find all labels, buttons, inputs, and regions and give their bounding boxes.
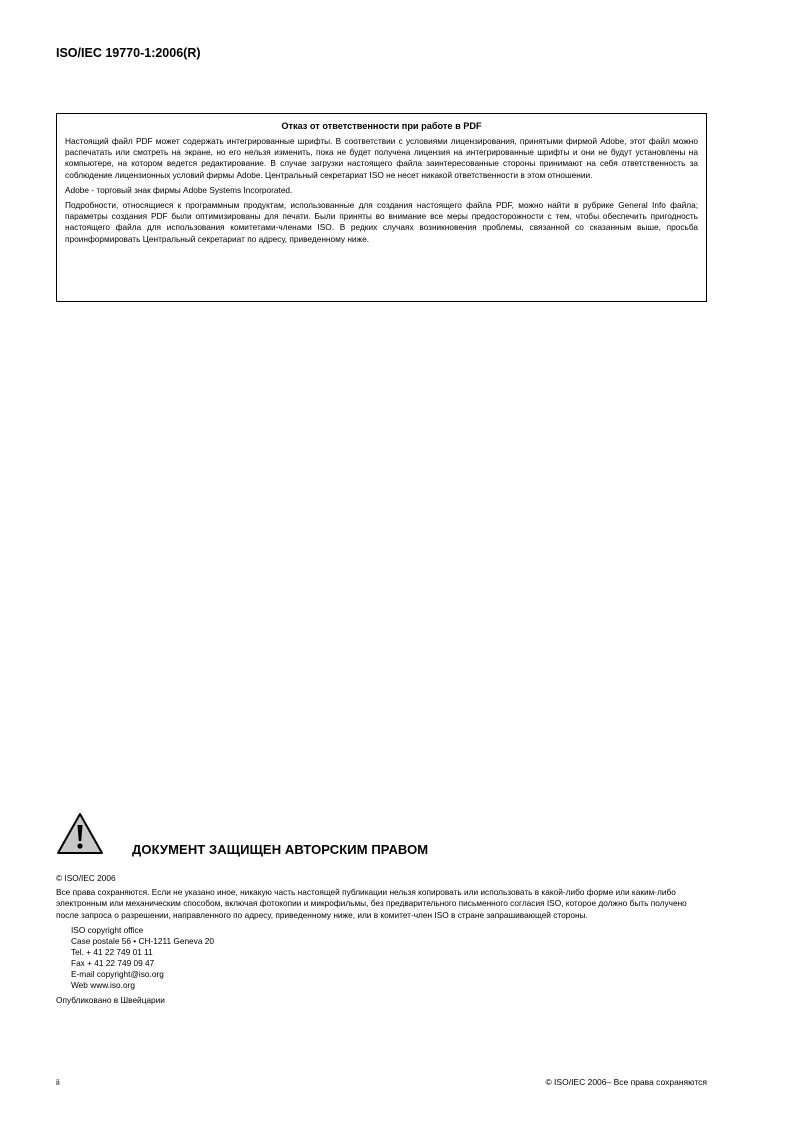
iso-address xyxy=(71,925,716,991)
address-line: ISO copyright office xyxy=(71,924,144,935)
rights-statement: Все права сохраняются. Если не указано иное, никакую часть настоящей публикации нельзя копировать или использовать в какой-либо форме или каким-либо электронным или механическим способом, включая фотокопии и микрофильмы, без предварительного письменного согласия ISO, которое должно быть получено после запроса о разрешении, направленного по адресу, приведенному ниже, или в комитет-член ISO в стране запрашивающей стороны. xyxy=(56,887,687,920)
copyright-section xyxy=(56,812,716,1006)
page-number: ii xyxy=(56,1077,60,1087)
address-line: Tel. + 41 22 749 01 11 xyxy=(71,946,153,957)
document-id: ISO/IEC 19770-1:2006(R) xyxy=(56,46,201,60)
disclaimer-paragraph: Adobe - торговый знак фирмы Adobe Systems Incorporated. xyxy=(65,184,293,195)
disclaimer-paragraph: Подробности, относящиеся к программным продуктам, использованные для создания настоящего файла PDF, можно найти в рубрике General Info файла; параметры создания PDF были оптимизированы для печати. Были приняты во внимание все меры предосторожности с тем, чтобы обеспечить пригодность настоящего файла для использования комитетами-членами ISO. В редких случаях возникновения проблемы, связанной со сказанным выше, просьба проинформировать Центральный секретариат по адресу, приведенному ниже. xyxy=(65,200,698,244)
copyright-year: © ISO/IEC 2006 xyxy=(56,873,116,883)
disclaimer-paragraph: Настоящий файл PDF может содержать интегрированные шрифты. В соответствии с условиями лицензирования, принятыми фирмой Adobe, этот файл можно распечатать или смотреть на экране, но его нельзя изменить, пока не будет получена лицензия на интегрированные шрифты и они не будут установлены на компьютере, на котором ведется редактирование. В случае загрузки настоящего файла заинтересованные стороны принимают на себя ответственность за соблюдение лицензионных условий фирмы Adobe. Центральный секретариат ISO не несет никакой ответственности в этом отношении. xyxy=(65,136,698,180)
footer-copyright: © ISO/IEC 2006– Все права сохраняются xyxy=(545,1077,707,1087)
disclaimer-title: Отказ от ответственности при работе в PDF xyxy=(281,121,482,131)
warning-triangle-icon xyxy=(56,812,104,856)
copyright-warning-header xyxy=(56,812,716,868)
address-line: Case postale 56 • CH-1211 Geneva 20 xyxy=(71,935,214,946)
pdf-disclaimer-box xyxy=(56,113,707,302)
address-line: Web www.iso.org xyxy=(71,979,135,990)
address-line: Fax + 41 22 749 09 47 xyxy=(71,957,155,968)
copyright-warning-title: ДОКУМЕНТ ЗАЩИЩЕН АВТОРСКИМ ПРАВОМ xyxy=(132,842,429,857)
address-line: E-mail copyright@iso.org xyxy=(71,968,164,979)
published-in: Опубликовано в Швейцарии xyxy=(56,994,165,1005)
